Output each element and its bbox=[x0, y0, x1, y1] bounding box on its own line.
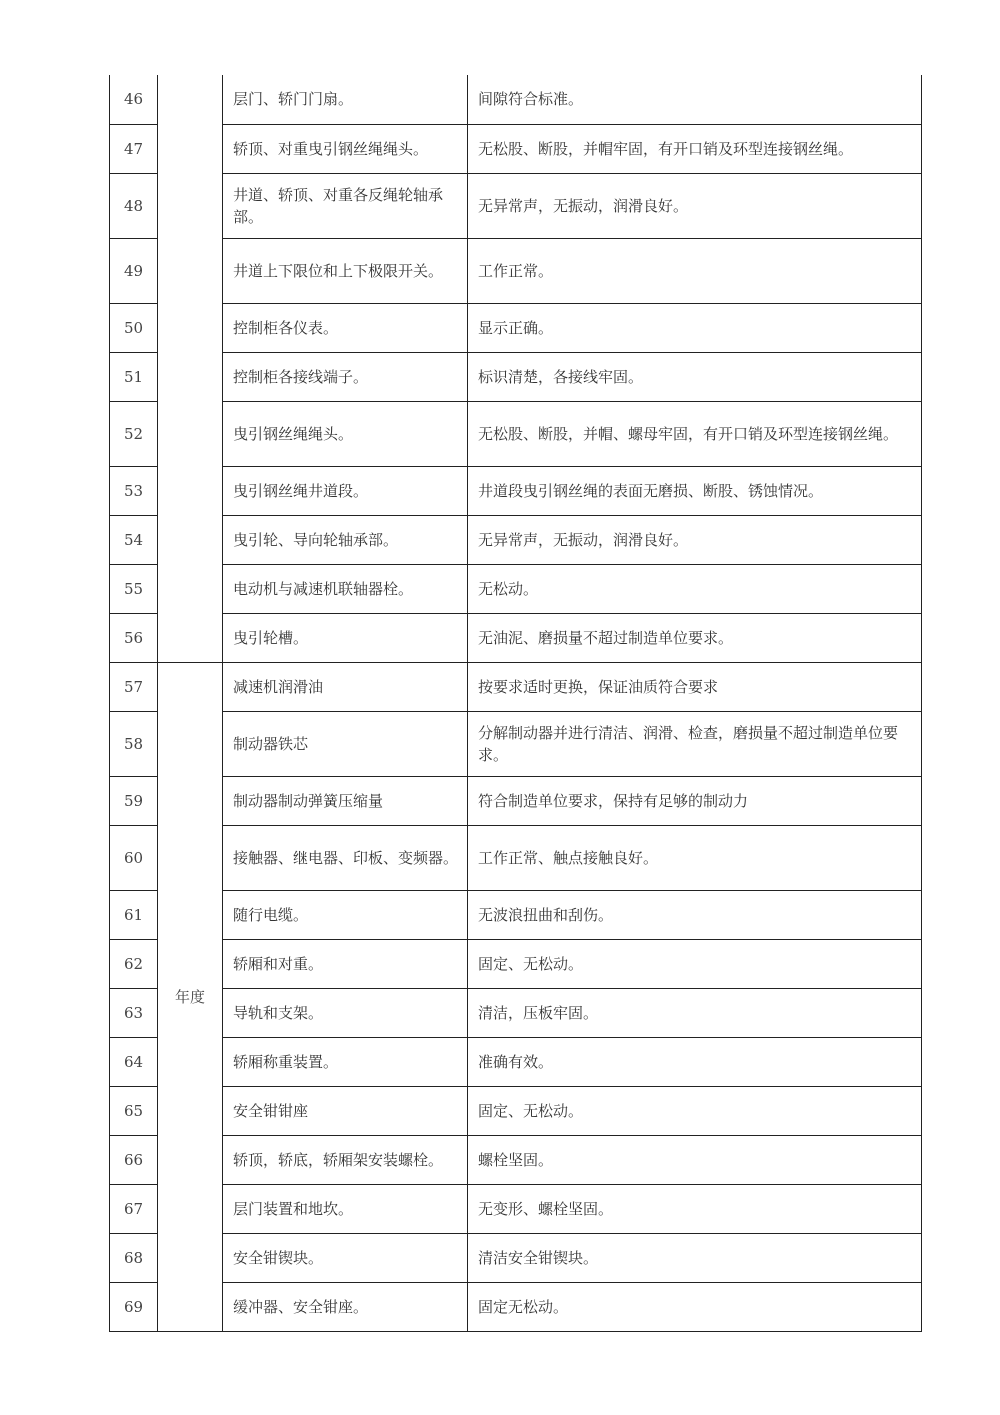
check-item: 制动器铁芯 bbox=[223, 711, 468, 776]
check-standard: 井道段曳引钢丝绳的表面无磨损、断股、锈蚀情况。 bbox=[468, 466, 922, 515]
row-number: 46 bbox=[110, 75, 158, 124]
table-row bbox=[110, 1233, 922, 1282]
check-standard: 螺栓坚固。 bbox=[468, 1135, 922, 1184]
check-standard: 清洁安全钳锲块。 bbox=[468, 1233, 922, 1282]
table-row bbox=[110, 1282, 922, 1331]
check-item: 控制柜各接线端子。 bbox=[223, 352, 468, 401]
period-cell-previous bbox=[158, 75, 223, 662]
check-item: 井道上下限位和上下极限开关。 bbox=[223, 238, 468, 303]
check-standard: 分解制动器并进行清洁、润滑、检查，磨损量不超过制造单位要求。 bbox=[468, 711, 922, 776]
row-number: 60 bbox=[110, 825, 158, 890]
table-row bbox=[110, 466, 922, 515]
row-number: 59 bbox=[110, 776, 158, 825]
table-row bbox=[110, 939, 922, 988]
check-standard: 按要求适时更换，保证油质符合要求 bbox=[468, 662, 922, 711]
row-number: 53 bbox=[110, 466, 158, 515]
table-row bbox=[110, 515, 922, 564]
check-item: 曳引钢丝绳绳头。 bbox=[223, 401, 468, 466]
row-number: 67 bbox=[110, 1184, 158, 1233]
row-number: 68 bbox=[110, 1233, 158, 1282]
row-number: 64 bbox=[110, 1037, 158, 1086]
row-number: 63 bbox=[110, 988, 158, 1037]
row-number: 65 bbox=[110, 1086, 158, 1135]
check-item: 轿厢和对重。 bbox=[223, 939, 468, 988]
row-number: 66 bbox=[110, 1135, 158, 1184]
check-standard: 间隙符合标准。 bbox=[468, 75, 922, 124]
row-number: 61 bbox=[110, 890, 158, 939]
check-standard: 无松股、断股，并帽、螺母牢固，有开口销及环型连接钢丝绳。 bbox=[468, 401, 922, 466]
table-row bbox=[110, 238, 922, 303]
check-item: 缓冲器、安全钳座。 bbox=[223, 1282, 468, 1331]
check-item: 轿厢称重装置。 bbox=[223, 1037, 468, 1086]
check-standard: 准确有效。 bbox=[468, 1037, 922, 1086]
table-row bbox=[110, 564, 922, 613]
table-row bbox=[110, 613, 922, 662]
table-row bbox=[110, 124, 922, 173]
table-row bbox=[110, 352, 922, 401]
check-item: 控制柜各仪表。 bbox=[223, 303, 468, 352]
table-row bbox=[110, 890, 922, 939]
check-standard: 无波浪扭曲和刮伤。 bbox=[468, 890, 922, 939]
check-item: 接触器、继电器、印板、变频器。 bbox=[223, 825, 468, 890]
check-standard: 显示正确。 bbox=[468, 303, 922, 352]
check-standard: 无异常声，无振动，润滑良好。 bbox=[468, 515, 922, 564]
table-row bbox=[110, 303, 922, 352]
check-item: 曳引轮、导向轮轴承部。 bbox=[223, 515, 468, 564]
row-number: 49 bbox=[110, 238, 158, 303]
table-row bbox=[110, 173, 922, 238]
table-row bbox=[110, 711, 922, 776]
table-row bbox=[110, 1037, 922, 1086]
row-number: 47 bbox=[110, 124, 158, 173]
check-item: 减速机润滑油 bbox=[223, 662, 468, 711]
check-standard: 无松动。 bbox=[468, 564, 922, 613]
table-row bbox=[110, 1086, 922, 1135]
row-number: 50 bbox=[110, 303, 158, 352]
check-standard: 工作正常、触点接触良好。 bbox=[468, 825, 922, 890]
check-standard: 无油泥、磨损量不超过制造单位要求。 bbox=[468, 613, 922, 662]
table-row bbox=[110, 401, 922, 466]
table-row bbox=[110, 662, 922, 711]
check-item: 曳引钢丝绳井道段。 bbox=[223, 466, 468, 515]
maintenance-table bbox=[109, 75, 922, 1332]
check-standard: 无变形、螺栓坚固。 bbox=[468, 1184, 922, 1233]
check-item: 电动机与减速机联轴器栓。 bbox=[223, 564, 468, 613]
table-row bbox=[110, 776, 922, 825]
check-item: 轿顶，轿底，轿厢架安装螺栓。 bbox=[223, 1135, 468, 1184]
check-standard: 工作正常。 bbox=[468, 238, 922, 303]
check-item: 层门装置和地坎。 bbox=[223, 1184, 468, 1233]
row-number: 54 bbox=[110, 515, 158, 564]
table-row bbox=[110, 1135, 922, 1184]
check-item: 井道、轿顶、对重各反绳轮轴承部。 bbox=[223, 173, 468, 238]
check-item: 制动器制动弹簧压缩量 bbox=[223, 776, 468, 825]
table-row bbox=[110, 1184, 922, 1233]
table-row bbox=[110, 988, 922, 1037]
check-item: 曳引轮槽。 bbox=[223, 613, 468, 662]
check-item: 安全钳钳座 bbox=[223, 1086, 468, 1135]
row-number: 69 bbox=[110, 1282, 158, 1331]
row-number: 51 bbox=[110, 352, 158, 401]
check-standard: 固定无松动。 bbox=[468, 1282, 922, 1331]
check-item: 随行电缆。 bbox=[223, 890, 468, 939]
row-number: 56 bbox=[110, 613, 158, 662]
row-number: 57 bbox=[110, 662, 158, 711]
check-item: 层门、轿门门扇。 bbox=[223, 75, 468, 124]
check-standard: 无松股、断股，并帽牢固，有开口销及环型连接钢丝绳。 bbox=[468, 124, 922, 173]
check-standard: 符合制造单位要求，保持有足够的制动力 bbox=[468, 776, 922, 825]
check-item: 导轨和支架。 bbox=[223, 988, 468, 1037]
check-standard: 无异常声，无振动，润滑良好。 bbox=[468, 173, 922, 238]
check-standard: 固定、无松动。 bbox=[468, 1086, 922, 1135]
row-number: 48 bbox=[110, 173, 158, 238]
check-item: 轿顶、对重曳引钢丝绳绳头。 bbox=[223, 124, 468, 173]
row-number: 58 bbox=[110, 711, 158, 776]
row-number: 55 bbox=[110, 564, 158, 613]
row-number: 62 bbox=[110, 939, 158, 988]
check-standard: 清洁，压板牢固。 bbox=[468, 988, 922, 1037]
table-row bbox=[110, 75, 922, 124]
table-row bbox=[110, 825, 922, 890]
check-standard: 标识清楚，各接线牢固。 bbox=[468, 352, 922, 401]
check-standard: 固定、无松动。 bbox=[468, 939, 922, 988]
row-number: 52 bbox=[110, 401, 158, 466]
period-cell-annual: 年度 bbox=[158, 662, 223, 1331]
check-item: 安全钳锲块。 bbox=[223, 1233, 468, 1282]
